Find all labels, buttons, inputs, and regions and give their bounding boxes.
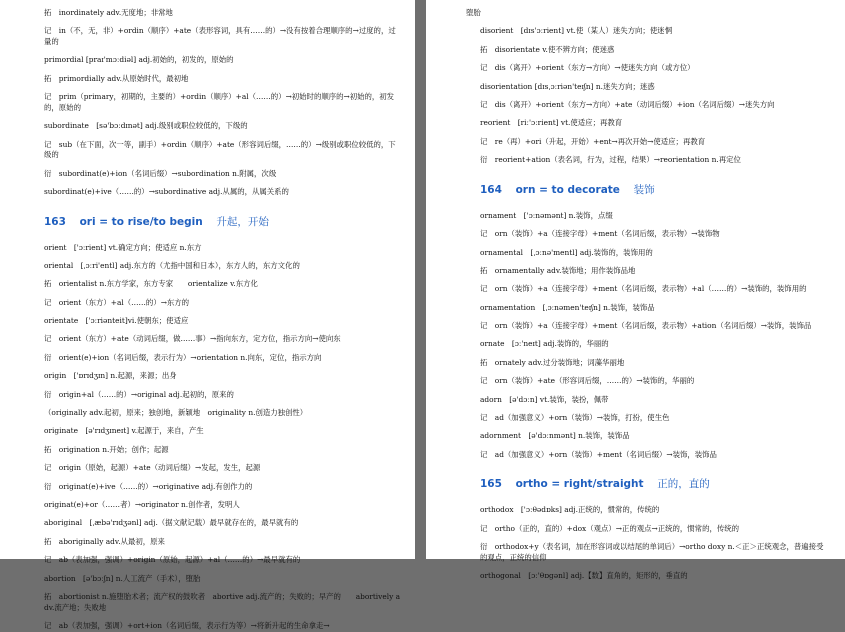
section-number: 163 xyxy=(44,215,66,228)
left-page xyxy=(0,0,415,630)
entry-line: （originally adv.起初，原来；独创地，新颖地 originality n.创造力独创性） xyxy=(44,408,308,418)
text-line: disorientation [dɪsˌɔːriən'teɪʃn] n.迷失方向；迷惑 xyxy=(480,81,655,91)
entry-line: 衍 orthodox+y（表名词，加在形容词或以结尾的单词后）→ortho doxy n.＜正＞正统观念，普遍接受的观点，正统的信仰 xyxy=(480,542,824,562)
section-heading-164 xyxy=(480,184,827,197)
section-title-cn: 正的，直的 xyxy=(657,478,710,491)
entry-line: originat(e)+or（……者）→originator n.创作者，发明人 xyxy=(44,499,240,509)
section-number: 164 xyxy=(480,183,502,196)
entry-line: 拓 orientalist n.东方学家，东方专家 orientalize v.东方化 xyxy=(44,279,258,289)
entry-line: 拓 origination n.开始；创作；起源 xyxy=(44,444,169,454)
entry-line: 拓 abortionist n.施堕胎术者；流产权的鼓吹者 abortive adj.流产的；失败的；早产的 abortively adv.流产地；失败地 xyxy=(44,591,401,612)
entry-line: 记 ortho（正的，直的）+dox（观点）→正的观点→正统的，惯常的，传统的 xyxy=(480,523,740,533)
text-line: subordinat(e)+ive（……的）→subordinative adj.从属的，从属关系的 xyxy=(44,186,289,196)
entry-line: ornament ['ɔːnəmənt] n.装饰，点缀 xyxy=(480,210,613,220)
text-line: 堕胎 xyxy=(466,8,481,17)
entry-line: 拓 ornately adv.过分装饰地；词藻华丽地 xyxy=(480,357,625,367)
entry-line: 记 ab（表加强，强调）+origin（原始，起源）+al（……的）→最早就有的 xyxy=(44,555,301,565)
entry-line: origin ['ɒrɪdʒɪn] n.起源，来源；出身 xyxy=(44,371,177,381)
text-line: 记 dis（离开）+orient（东方→方向）→使迷失方向（或方位） xyxy=(480,63,695,73)
entry-line: 衍 originat(e)+ive（……的）→originative adj.有创作力的 xyxy=(44,481,253,491)
entry-line: orient ['ɔːrient] vt.确定方向；使适应 n.东方 xyxy=(44,242,202,252)
text-line: reorient [riː'ɔːrient] vt.使适应；再教育 xyxy=(480,118,623,128)
entry-line: ornamentation [ˌɔːnəmen'teɪʃn] n.装饰，装饰品 xyxy=(480,302,655,312)
right-page xyxy=(426,0,845,581)
entry-line: 记 ab（表加强，强调）+ort+ion（名词后缀，表示行为等）→将新升起的生命拿走→ xyxy=(44,620,330,630)
entry-line: originate [ə'rɪdʒɪneɪt] v.起源于，来自，产生 xyxy=(44,426,204,436)
section-title-cn: 升起，开始 xyxy=(216,215,269,228)
section-heading-165 xyxy=(480,478,827,491)
text-line: 衍 subordinat(e)+ion（名词后缀）→subordination n.附属，次级 xyxy=(44,168,277,178)
entry-line: ornate [ɔː'neɪt] adj.装饰的，华丽的 xyxy=(480,339,609,349)
entry-line: ornamental [ˌɔːnə'mentl] adj.装饰的，装饰用的 xyxy=(480,247,653,257)
entry-line: 记 ad（加强意义）+orn（装饰）+ment（名词后缀）→装饰，装饰品 xyxy=(480,449,717,459)
entry-line: 记 orn（装饰）+a（连接字母）+ment（名词后缀，表示物）+ation（名词后缀）→装饰，装饰品 xyxy=(480,321,812,331)
text-line: 记 prim（primary，初期的，主要的）+ordin（顺序）+al（……的）→初始时的顺序的→初始的，初发的，原始的 xyxy=(44,92,395,112)
text-line: disorient [dɪs'ɔːrient] vt.使（某人）迷失方向；使迷惘 xyxy=(480,26,672,36)
text-line: primordial [praɪ'mɔːdiəl] adj.初始的，初发的，原始的 xyxy=(44,55,234,65)
entry-line: 记 origin（原始，起源）+ate（动词后缀）→发起，发生，起源 xyxy=(44,463,261,473)
text-line: 记 dis（离开）+orient（东方→方向）+ate（动词后缀）+ion（名词后缀）→迷失方向 xyxy=(480,99,775,109)
entry-line: orthogonal [ɔː'θɒgənl] adj.【数】直角的，矩形的，垂直的 xyxy=(480,571,688,581)
entry-line: 记 orn（装饰）+a（连接字母）+ment（名词后缀，表示物）+al（……的）→装饰的，装饰用的 xyxy=(480,284,807,294)
entry-line: 记 orn（装饰）+ate（形容词后缀，……的）→装饰的，华丽的 xyxy=(480,376,695,386)
entry-line: aboriginal [ˌæbə'rɪdʒənl] adj.（据文献记载）最早就存在的，最早就有的 xyxy=(44,518,299,528)
section-heading-163 xyxy=(44,216,403,229)
entry-line: 衍 orient(e)+ion（名词后缀，表示行为）→orientation n.向东，定位，指示方向 xyxy=(44,352,322,362)
entry-line: 记 orn（装饰）+a（连接字母）+ment（名词后缀，表示物）→装饰物 xyxy=(480,229,720,239)
entry-line: 衍 origin+al（……的）→original adj.起初的，原来的 xyxy=(44,389,234,399)
entry-line: oriental [ˌɔːri'entl] adj.东方的（尤指中国和日本），东方人的，东方文化的 xyxy=(44,260,300,270)
entry-line: 拓 aboriginally adv.从最初，原来 xyxy=(44,536,165,546)
entry-line: 记 orient（东方）+al（……的）→东方的 xyxy=(44,297,190,307)
entry-line: adorn [ə'dɔːn] vt.装饰，装扮，佩带 xyxy=(480,394,609,404)
section-title: ortho = right/straight xyxy=(515,478,644,491)
section-title-cn: 装饰 xyxy=(633,183,655,196)
text-line: 记 in（不，无，非）+ordin（顺序）+ate（表形容词，具有……的）→没有按着合理顺序的→过度的，过量的 xyxy=(44,26,396,46)
text-line: subordinate [sə'bɔːdɪnət] adj.级别或职位较低的，下级的 xyxy=(44,121,248,131)
text-line: 记 sub（在下面，次一等，副手）+ordin（顺序）+ate（形容词后缀，……的）→级别或职位较低的，下级的 xyxy=(44,139,396,160)
entry-line: 记 ad（加强意义）+orn（装饰）→装饰，打扮，使生色 xyxy=(480,413,670,423)
entry-line: adornment [ə'dɔːnmənt] n.装饰，装饰品 xyxy=(480,431,630,441)
section-title: orn = to decorate xyxy=(515,183,620,196)
entry-line: orientate ['ɔːriənteit]vi.使朝东；使适应 xyxy=(44,316,189,326)
section-title: ori = to rise/to begin xyxy=(79,215,203,228)
text-line: 拓 primordially adv.从原始时代，最初地 xyxy=(44,73,189,83)
entry-line: 拓 ornamentally adv.装饰地；用作装饰品地 xyxy=(480,265,636,275)
text-line: 记 re（再）+ori（升起，开始）+ent→再次开始→使适应；再教育 xyxy=(480,136,706,146)
entry-line: orthodox ['ɔːθədɒks] adj.正统的，惯常的，传统的 xyxy=(480,505,660,515)
entry-line: abortion [ə'bɔːʃn] n.人工流产（手术），堕胎 xyxy=(44,573,201,583)
text-line: 拓 disorientate v.使不辨方向；使迷惑 xyxy=(480,44,615,54)
text-line: 衍 reorient+ation（表名词，行为，过程，结果）→reorientation n.再定位 xyxy=(480,155,741,165)
entry-line: 记 orient（东方）+ate（动词后缀，做……事）→指向东方，定方位，指示方向→使向东 xyxy=(44,334,341,344)
section-number: 165 xyxy=(480,478,502,491)
text-line: 拓 inordinately adv.无度地；非常地 xyxy=(44,8,173,17)
